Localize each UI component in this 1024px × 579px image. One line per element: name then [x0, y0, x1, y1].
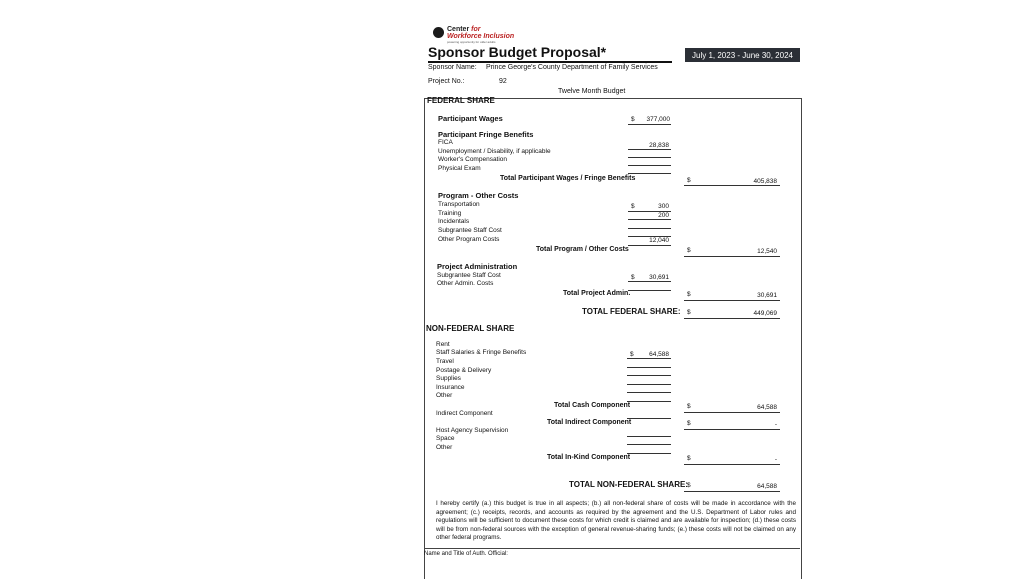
cash-total-value: 64,588 — [757, 404, 777, 411]
cash-line — [627, 392, 671, 393]
inkind-item: Host Agency Supervision — [436, 427, 509, 434]
admin-item: Other Admin. Costs — [437, 280, 494, 287]
program-item: Other Program Costs — [438, 236, 500, 243]
inkind-line — [627, 436, 671, 437]
inkind-item: Space — [436, 435, 455, 442]
logo-icon — [433, 27, 444, 38]
program-total-label: Total Program / Other Costs — [536, 246, 629, 253]
fringe-total-underline — [684, 185, 780, 186]
federal-share-value: 449,069 — [753, 310, 777, 317]
indirect-total-label: Total Indirect Component — [547, 419, 632, 426]
federal-share-underline — [684, 318, 780, 319]
program-total-value: 12,540 — [757, 248, 777, 255]
project-admin-label: Project Administration — [437, 262, 518, 271]
fringe-line — [628, 165, 671, 166]
cash-item: Rent — [436, 341, 450, 348]
program-item: Transportation — [438, 201, 480, 208]
indirect-total-underline — [684, 429, 780, 430]
inkind-line — [627, 453, 671, 454]
admin-item: Subgrantee Staff Cost — [437, 272, 501, 279]
project-number-label: Project No.: — [428, 78, 465, 85]
cash-item: Staff Salaries & Fringe Benefits — [436, 349, 527, 356]
program-line — [628, 236, 671, 237]
fringe-item: Unemployment / Disability, if applicable — [438, 148, 551, 155]
certification-statement: I hereby certify (a.) this budget is true in all aspects; (b.) all non-federal share of costs will be made in accordance with the agreement; (c.) receipts, records, and accounts as required by the agreement and the U.S. Department of Labor rules and regulations will be sufficient to document these costs for which credit is claimed and are available for inspection; (d.) these costs will be from non-federal sources with the exception of general revenue-sharing funds; (e.) these costs will not be claimed on any other federal programs. — [436, 500, 796, 541]
inkind-line — [627, 444, 671, 445]
cash-total-label: Total Cash Component — [554, 402, 631, 409]
wages-underline — [628, 124, 671, 125]
program-line — [628, 228, 671, 229]
date-range-badge: July 1, 2023 - June 30, 2024 — [685, 48, 800, 62]
program-costs-label: Program - Other Costs — [438, 191, 519, 200]
sponsor-name-value: Prince George's County Department of Family Services — [486, 64, 658, 71]
program-total-underline — [684, 256, 780, 257]
cash-total-dollar: $ — [687, 403, 691, 410]
cash-total-underline — [684, 412, 780, 413]
cash-item: Postage & Delivery — [436, 367, 492, 374]
federal-share-dollar: $ — [687, 309, 691, 316]
admin-total-dollar: $ — [687, 291, 691, 298]
indirect-total-value: - — [774, 421, 777, 428]
cash-line — [627, 401, 671, 402]
inkind-total-value: - — [774, 456, 777, 463]
program-line — [628, 245, 671, 246]
admin-total-value: 30,691 — [757, 292, 777, 299]
other-program-value: 12,040 — [649, 237, 669, 244]
footer-divider — [424, 548, 800, 549]
fica-value: 28,838 — [649, 142, 669, 149]
federal-share-total-label: TOTAL FEDERAL SHARE: — [582, 307, 681, 316]
cash-item: Travel — [436, 358, 454, 365]
admin-staff-value: 30,691 — [649, 274, 669, 281]
page-title: Sponsor Budget Proposal* — [428, 44, 607, 60]
wages-dollar: $ — [631, 116, 635, 123]
logo-line2: Workforce Inclusion — [447, 33, 515, 40]
cash-item: Supplies — [436, 375, 461, 382]
title-divider — [428, 61, 672, 63]
nonfederal-share-heading: NON-FEDERAL SHARE — [426, 324, 515, 333]
wages-value: 377,000 — [646, 116, 670, 123]
inkind-total-label: Total In-Kind Component — [547, 454, 631, 461]
program-item: Subgrantee Staff Cost — [438, 227, 502, 234]
nonfederal-share-underline — [684, 491, 780, 492]
program-line — [628, 219, 671, 220]
inkind-item: Other — [436, 444, 453, 451]
admin-line — [628, 290, 671, 291]
cash-line — [627, 358, 671, 359]
training-value: 200 — [658, 212, 669, 219]
indirect-total-dollar: $ — [687, 420, 691, 427]
admin-staff-dollar: $ — [631, 274, 635, 281]
program-line — [628, 211, 671, 212]
admin-line — [628, 281, 671, 282]
fringe-line — [628, 173, 671, 174]
logo-line1: Center for — [447, 26, 481, 33]
cash-line — [627, 375, 671, 376]
cash-line — [627, 367, 671, 368]
transport-dollar: $ — [631, 203, 635, 210]
cash-item: Other — [436, 392, 453, 399]
program-total-dollar: $ — [687, 247, 691, 254]
cash-item: Insurance — [436, 384, 465, 391]
authorized-official-label: Name and Title of Auth. Official: — [424, 551, 508, 557]
admin-total-underline — [684, 300, 780, 301]
organization-logo — [433, 26, 513, 44]
sponsor-name-label: Sponsor Name: — [428, 64, 477, 71]
program-item: Training — [438, 210, 462, 217]
cash-line — [627, 384, 671, 385]
fringe-item: FICA — [438, 139, 453, 146]
project-number-value: 92 — [499, 78, 507, 85]
participant-wages-label: Participant Wages — [438, 114, 503, 123]
fringe-item: Physical Exam — [438, 165, 481, 172]
fringe-line — [628, 149, 671, 150]
fringe-total-label: Total Participant Wages / Fringe Benefits — [500, 175, 636, 182]
nonfederal-share-total-label: TOTAL NON-FEDERAL SHARE: — [569, 480, 688, 489]
fringe-line — [628, 157, 671, 158]
nonfederal-share-value: 64,588 — [757, 483, 777, 490]
indirect-component-label: Indirect Component — [436, 410, 493, 417]
program-item: Incidentals — [438, 218, 470, 225]
inkind-total-dollar: $ — [687, 455, 691, 462]
nf-staff-value: 64,588 — [649, 351, 669, 358]
nonfederal-share-dollar: $ — [687, 482, 691, 489]
nf-staff-dollar: $ — [630, 351, 634, 358]
transport-value: 300 — [658, 203, 669, 210]
inkind-total-underline — [684, 464, 780, 465]
fringe-total-value: 405,838 — [753, 178, 777, 185]
admin-total-label: Total Project Admin. — [563, 290, 631, 297]
fringe-item: Worker's Compensation — [438, 156, 508, 163]
federal-share-heading: FEDERAL SHARE — [427, 96, 495, 105]
budget-type: Twelve Month Budget — [558, 88, 626, 95]
logo-tagline: powering opportunity for older adults — [447, 40, 496, 44]
fringe-total-dollar: $ — [687, 177, 691, 184]
indirect-line — [627, 418, 671, 419]
fringe-benefits-label: Participant Fringe Benefits — [438, 130, 534, 139]
